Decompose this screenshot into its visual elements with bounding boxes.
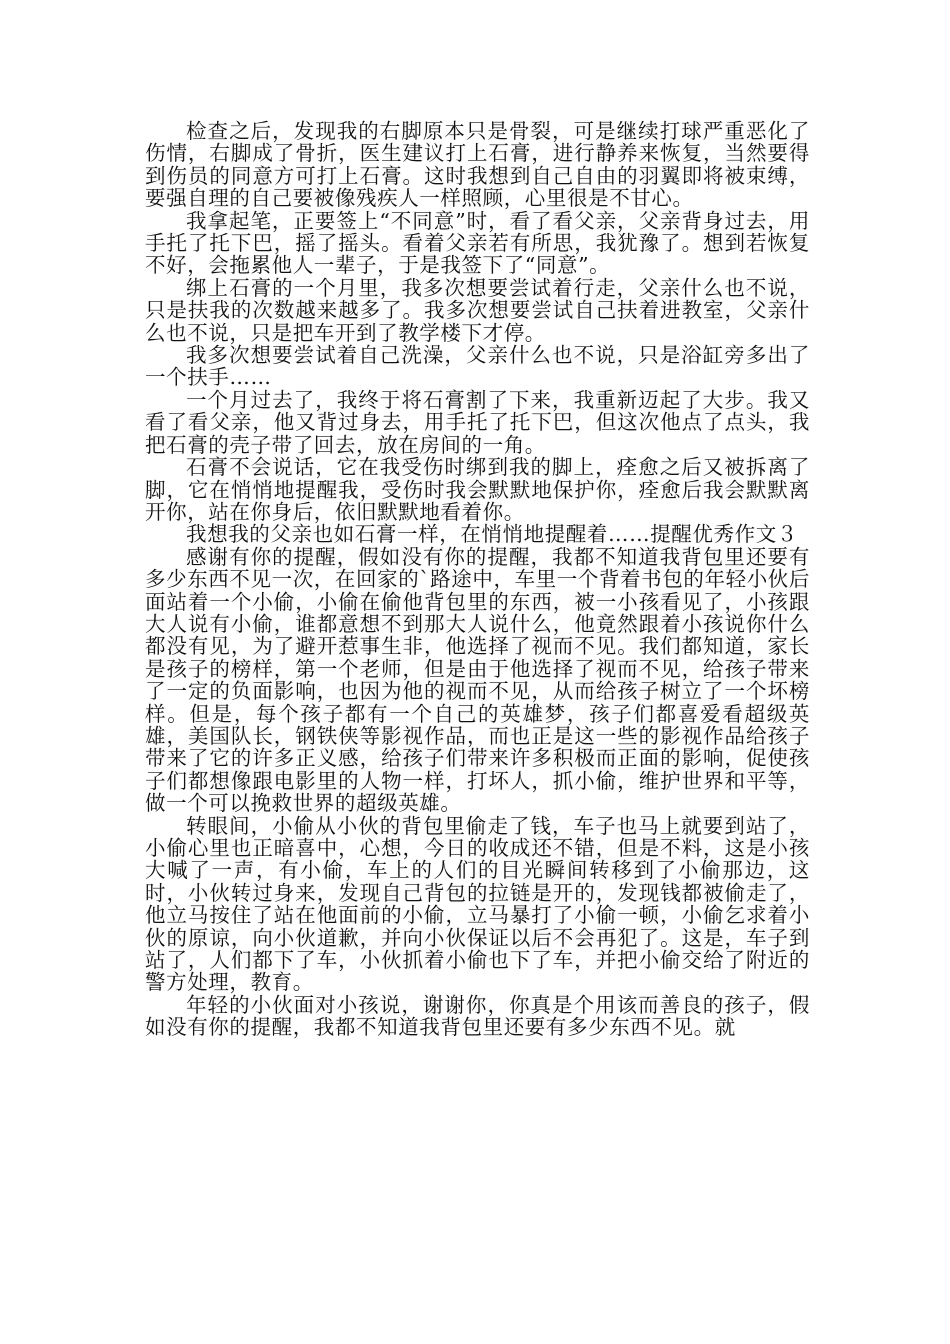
paragraph: 转眼间，小偷从小伙的背包里偷走了钱，车子也马上就要到站了，小偷心里也正暗喜中，心想，今日的收成还不错，但是不料，这是小孩大喊了一声，有小偷，车上的人们的目光瞬间转移到了小偷那边，这时，小伙转过身来，发现自己背包的拉链是开的，发现钱都被偷走了，他立马按住了站在他面前的小偷，立马暴打了小偷一顿，小偷乞求着小伙的原谅，向小伙道歉，并向小伙保证以后不会再犯了。这是，车子到站了，人们都下了车，小伙抓着小偷也下了车，并把小偷交给了附近的警方处理，教育。: [145, 813, 810, 995]
paragraph: 年轻的小伙面对小孩说，谢谢你，你真是个用该而善良的孩子，假如没有你的提醒，我都不知道我背包里还要有多少东西不见。就: [145, 992, 810, 1040]
document-body: [145, 120, 810, 1039]
paragraph: 我拿起笔，正要签上“不同意”时，看了看父亲，父亲背身过去，用手托了托下巴，摇了摇头。看着父亲若有所思，我犹豫了。想到若恢复不好，会拖累他人一辈子，于是我签下了“同意”。: [145, 208, 810, 278]
paragraph: 感谢有你的提醒，假如没有你的提醒，我都不知道我背包里还要有多少东西不见一次，在回家的`路途中，车里一个背着书包的年轻小伙后面站着一个小偷，小偷在偷他背包里的东西，被一小孩看见了，小孩跟大人说有小偷，谁都意想不到那大人说什么，他竟然跟着小孩说你什么都没有见，为了避开惹事生非，他选择了视而不见。我们都知道，家长是孩子的榜样，第一个老师，但是由于他选择了视而不见，给孩子带来了一定的负面影响，也因为他的视而不见，从而给孩子树立了一个坏榜样。但是，每个孩子都有一个自己的英雄梦，孩子们都喜爱看超级英雄，美国队长，钢铁侠等影视作品，而也正是这一些的影视作品给孩子带来了它的许多正义感，给孩子们带来许多积极而正面的影响，促使孩子们都想像跟电影里的人物一样，打坏人，抓小偷，维护世界和平等，做一个可以挽救世界的超级英雄。: [145, 544, 810, 816]
paragraph: 我多次想要尝试着自己洗澡，父亲什么也不说，只是浴缸旁多出了一个扶手……: [145, 343, 810, 390]
paragraph: 一个月过去了，我终于将石膏割了下来，我重新迈起了大步。我又看了看父亲，他又背过身去，用手托了托下巴，但这次他点了点头，我把石膏的壳子带了回去，放在房间的一角。: [145, 387, 810, 457]
paragraph: 绑上石膏的一个月里，我多次想要尝试着行走，父亲什么也不说，只是扶我的次数越来越多了。我多次想要尝试自己扶着进教室，父亲什么也不说，只是把车开到了教学楼下才停。: [145, 275, 810, 345]
paragraph: 我想我的父亲也如石膏一样，在悄悄地提醒着……提醒优秀作文３: [186, 522, 798, 547]
paragraph: 检查之后，发现我的右脚原本只是骨裂，可是继续打球严重恶化了伤情，右脚成了骨折，医生建议打上石膏，进行静养来恢复，当然要得到伤员的同意方可打上石膏。这时我想到自己自由的羽翼即将被束缚，要强自理的自己要被像残疾人一样照顾，心里很是不甘心。: [145, 119, 810, 211]
paragraph: 石膏不会说话，它在我受伤时绑到我的脚上，痊愈之后又被拆离了脚，它在悄悄地提醒我，受伤时我会默默地保护你，痊愈后我会默默离开你，站在你身后，依旧默默地看着你。: [145, 455, 810, 524]
